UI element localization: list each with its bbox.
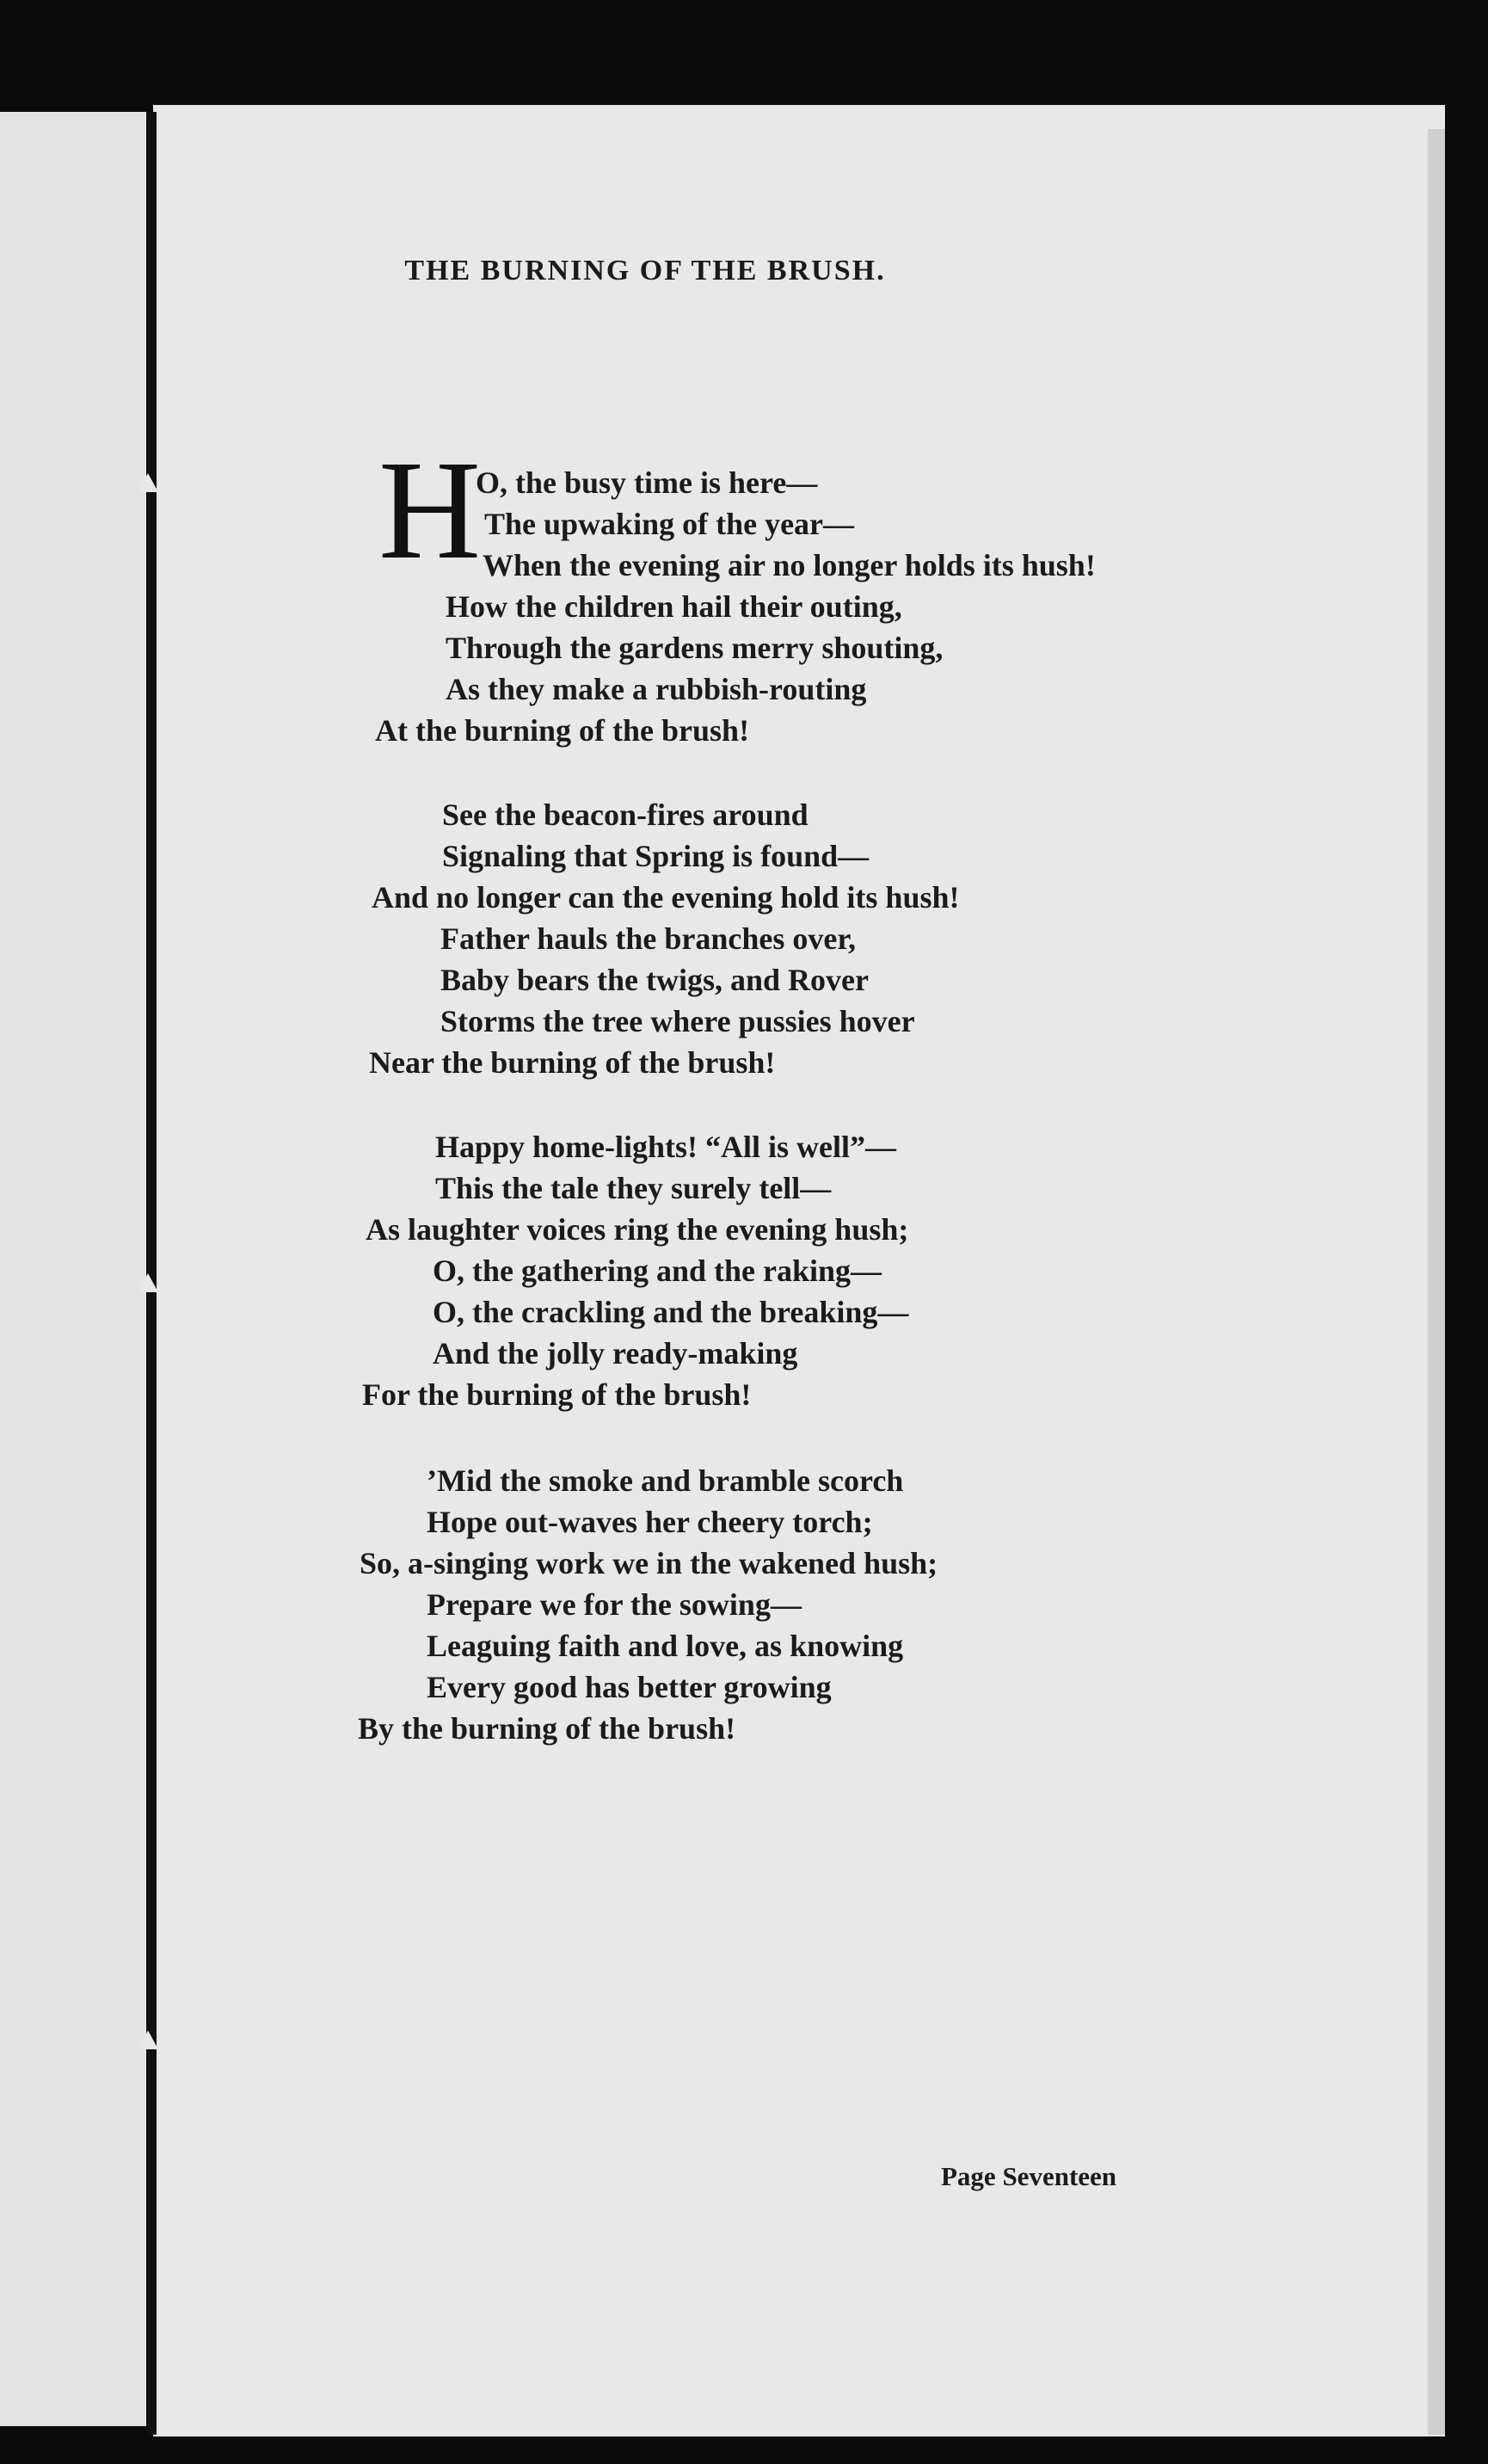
drop-cap: H [378, 431, 482, 588]
poem-line: Father hauls the branches over, [440, 921, 857, 956]
poem-line: And the jolly ready-making [433, 1336, 798, 1371]
page-right-edge [1428, 129, 1445, 2435]
poem-line: Signaling that Spring is found— [442, 839, 870, 873]
poem-line: O, the crackling and the breaking— [433, 1295, 909, 1329]
poem-line: For the burning of the brush! [362, 1377, 752, 1412]
book-spine [146, 112, 157, 2435]
poem-line: At the burning of the brush! [375, 713, 750, 748]
poem-line: ’Mid the smoke and bramble scorch [427, 1463, 904, 1498]
poem-line: Near the burning of the brush! [369, 1045, 776, 1080]
poem-line: This the tale they surely tell— [435, 1171, 832, 1205]
poem-line: As laughter voices ring the evening hush; [366, 1212, 909, 1247]
facing-page-edge [0, 112, 153, 2426]
poem-line: Leaguing faith and love, as knowing [427, 1629, 904, 1663]
poem-line: Storms the tree where pussies hover [440, 1004, 915, 1038]
poem-line: By the burning of the brush! [358, 1711, 736, 1746]
poem-line: Hope out-waves her cheery torch; [427, 1505, 873, 1539]
poem-line: So, a-singing work we in the wakened hush; [360, 1546, 938, 1580]
poem-title: THE BURNING OF THE BRUSH. [404, 255, 886, 286]
poem-line: See the beacon-fires around [442, 798, 809, 832]
poem-line: Baby bears the twigs, and Rover [440, 963, 870, 997]
poem-line: The upwaking of the year— [484, 507, 855, 541]
poem-line: Every good has better growing [427, 1670, 832, 1704]
poem-line: O, the busy time is here— [476, 465, 818, 500]
page-number: Page Seventeen [941, 2161, 1117, 2191]
poem-line: As they make a rubbish-routing [446, 672, 867, 706]
poem-line: How the children hail their outing, [446, 589, 902, 624]
poem-line: Prepare we for the sowing— [427, 1587, 802, 1622]
poem-line: When the evening air no longer holds its hush! [483, 548, 1096, 582]
poem-line: Through the gardens merry shouting, [446, 631, 944, 665]
poem-line: And no longer can the evening hold its hush! [372, 880, 960, 915]
poem-line: O, the gathering and the raking— [433, 1254, 882, 1288]
poem-line: Happy home-lights! “All is well”— [435, 1130, 897, 1164]
